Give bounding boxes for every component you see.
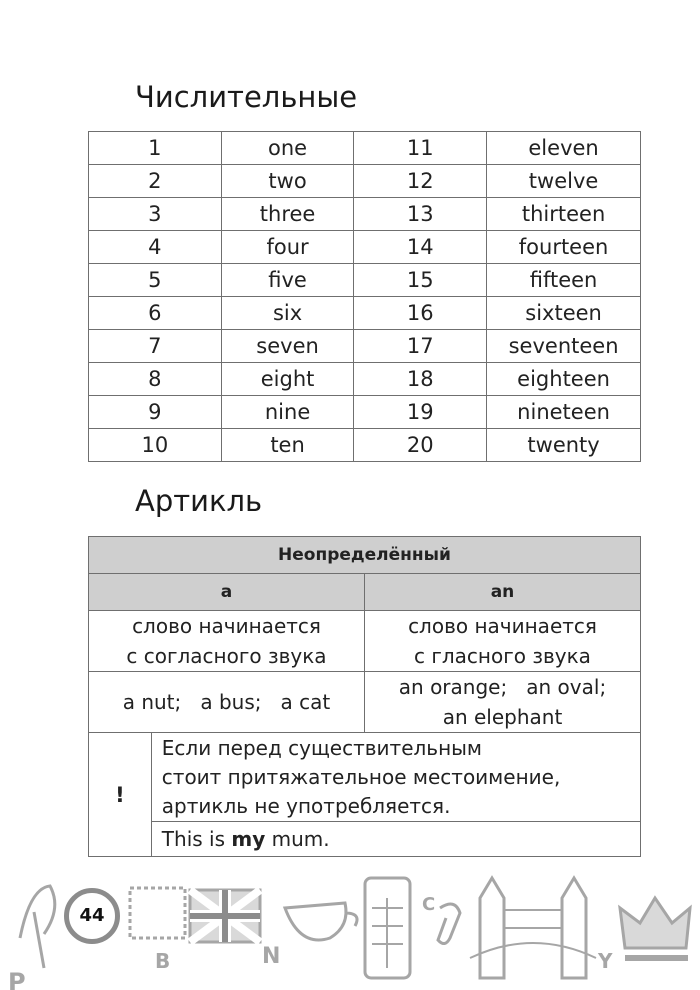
rule-a-line2: с согласного звука xyxy=(126,644,327,668)
numeral-cell-w2: seventeen xyxy=(487,330,641,363)
paperclip-icon xyxy=(438,904,460,944)
numeral-cell-w1: six xyxy=(221,297,354,330)
footer-letter-b: B xyxy=(155,949,171,973)
tower-bridge-icon xyxy=(470,878,596,978)
numeral-cell-w2: eleven xyxy=(487,132,641,165)
numerals-table xyxy=(88,131,641,462)
footer-letter-y: Y xyxy=(598,949,613,973)
note-line2: стоит притяжательное местоимение, xyxy=(161,764,561,789)
umbrella-icon xyxy=(20,886,55,968)
note-cell xyxy=(151,733,640,822)
rule-an-line2: с гласного звука xyxy=(414,644,591,668)
numeral-cell-n2: 15 xyxy=(354,264,487,297)
numeral-cell-w1: five xyxy=(221,264,354,297)
examples-a-cell xyxy=(89,672,365,733)
numeral-cell-n1: 1 xyxy=(89,132,222,165)
crown-icon xyxy=(620,898,690,948)
teacup-icon xyxy=(285,903,357,940)
numeral-cell-w2: sixteen xyxy=(487,297,641,330)
union-jack-icon xyxy=(190,890,260,942)
numeral-cell-w1: two xyxy=(221,165,354,198)
footer-letter-c: C xyxy=(422,894,436,915)
rule-an-line1: слово начинается xyxy=(408,614,597,638)
numeral-cell-w1: nine xyxy=(221,396,354,429)
examples-a: a nut; a bus; a cat xyxy=(122,690,331,714)
numeral-row xyxy=(89,297,641,330)
numeral-cell-n2: 20 xyxy=(354,429,487,462)
numeral-row xyxy=(89,132,641,165)
numeral-cell-w2: thirteen xyxy=(487,198,641,231)
numeral-row xyxy=(89,198,641,231)
rule-a-line1: слово начинается xyxy=(132,614,321,638)
column-a-header: a xyxy=(89,574,365,611)
numeral-cell-n1: 4 xyxy=(89,231,222,264)
numeral-row xyxy=(89,165,641,198)
example-pre: This is xyxy=(161,827,232,851)
numeral-cell-n1: 7 xyxy=(89,330,222,363)
numeral-cell-n1: 5 xyxy=(89,264,222,297)
numerals-heading: Числительные xyxy=(135,80,358,114)
numeral-cell-n1: 8 xyxy=(89,363,222,396)
note-line3: артикль не употребляется. xyxy=(161,793,451,818)
numeral-cell-n1: 10 xyxy=(89,429,222,462)
numeral-cell-w2: fifteen xyxy=(487,264,641,297)
numeral-cell-w1: seven xyxy=(221,330,354,363)
footer-letter-p: P xyxy=(8,968,26,990)
numeral-cell-w2: twelve xyxy=(487,165,641,198)
footer-letter-n: N xyxy=(262,944,281,969)
numeral-cell-w2: eighteen xyxy=(487,363,641,396)
numeral-cell-w2: twenty xyxy=(487,429,641,462)
numeral-row xyxy=(89,231,641,264)
numeral-cell-n2: 11 xyxy=(354,132,487,165)
numeral-cell-n2: 12 xyxy=(354,165,487,198)
article-table xyxy=(88,536,641,857)
numeral-cell-w1: three xyxy=(221,198,354,231)
numeral-row xyxy=(89,429,641,462)
numeral-cell-w1: ten xyxy=(221,429,354,462)
indefinite-header: Неопределённый xyxy=(89,537,641,574)
stamp-icon xyxy=(130,888,185,938)
page-number-badge xyxy=(64,888,120,944)
numeral-cell-w1: four xyxy=(221,231,354,264)
column-an-header: an xyxy=(364,574,640,611)
note-mark: ! xyxy=(89,733,152,857)
numeral-cell-n1: 3 xyxy=(89,198,222,231)
numeral-cell-n2: 17 xyxy=(354,330,487,363)
note-line1: Если перед существительным xyxy=(161,735,483,760)
examples-an-line2: an elephant xyxy=(442,705,563,729)
numeral-cell-w2: nineteen xyxy=(487,396,641,429)
numeral-cell-n2: 19 xyxy=(354,396,487,429)
rule-an-cell xyxy=(364,611,640,672)
numeral-cell-n1: 2 xyxy=(89,165,222,198)
article-heading: Артикль xyxy=(135,484,263,518)
numeral-cell-w1: eight xyxy=(221,363,354,396)
example-bold: my xyxy=(231,827,266,851)
numeral-cell-n2: 18 xyxy=(354,363,487,396)
numeral-cell-n2: 13 xyxy=(354,198,487,231)
numeral-cell-n2: 14 xyxy=(354,231,487,264)
numeral-cell-n1: 9 xyxy=(89,396,222,429)
numeral-cell-n2: 16 xyxy=(354,297,487,330)
rule-a-cell xyxy=(89,611,365,672)
examples-an-line1: an orange; an oval; xyxy=(398,675,607,699)
page-number: 44 xyxy=(79,905,105,926)
numeral-row xyxy=(89,396,641,429)
numeral-row xyxy=(89,264,641,297)
numeral-cell-w2: fourteen xyxy=(487,231,641,264)
numeral-cell-w1: one xyxy=(221,132,354,165)
numeral-row xyxy=(89,363,641,396)
numeral-row xyxy=(89,330,641,363)
examples-an-cell xyxy=(364,672,640,733)
numeral-cell-n1: 6 xyxy=(89,297,222,330)
example-post: mum. xyxy=(265,827,330,851)
example-cell xyxy=(151,822,640,857)
